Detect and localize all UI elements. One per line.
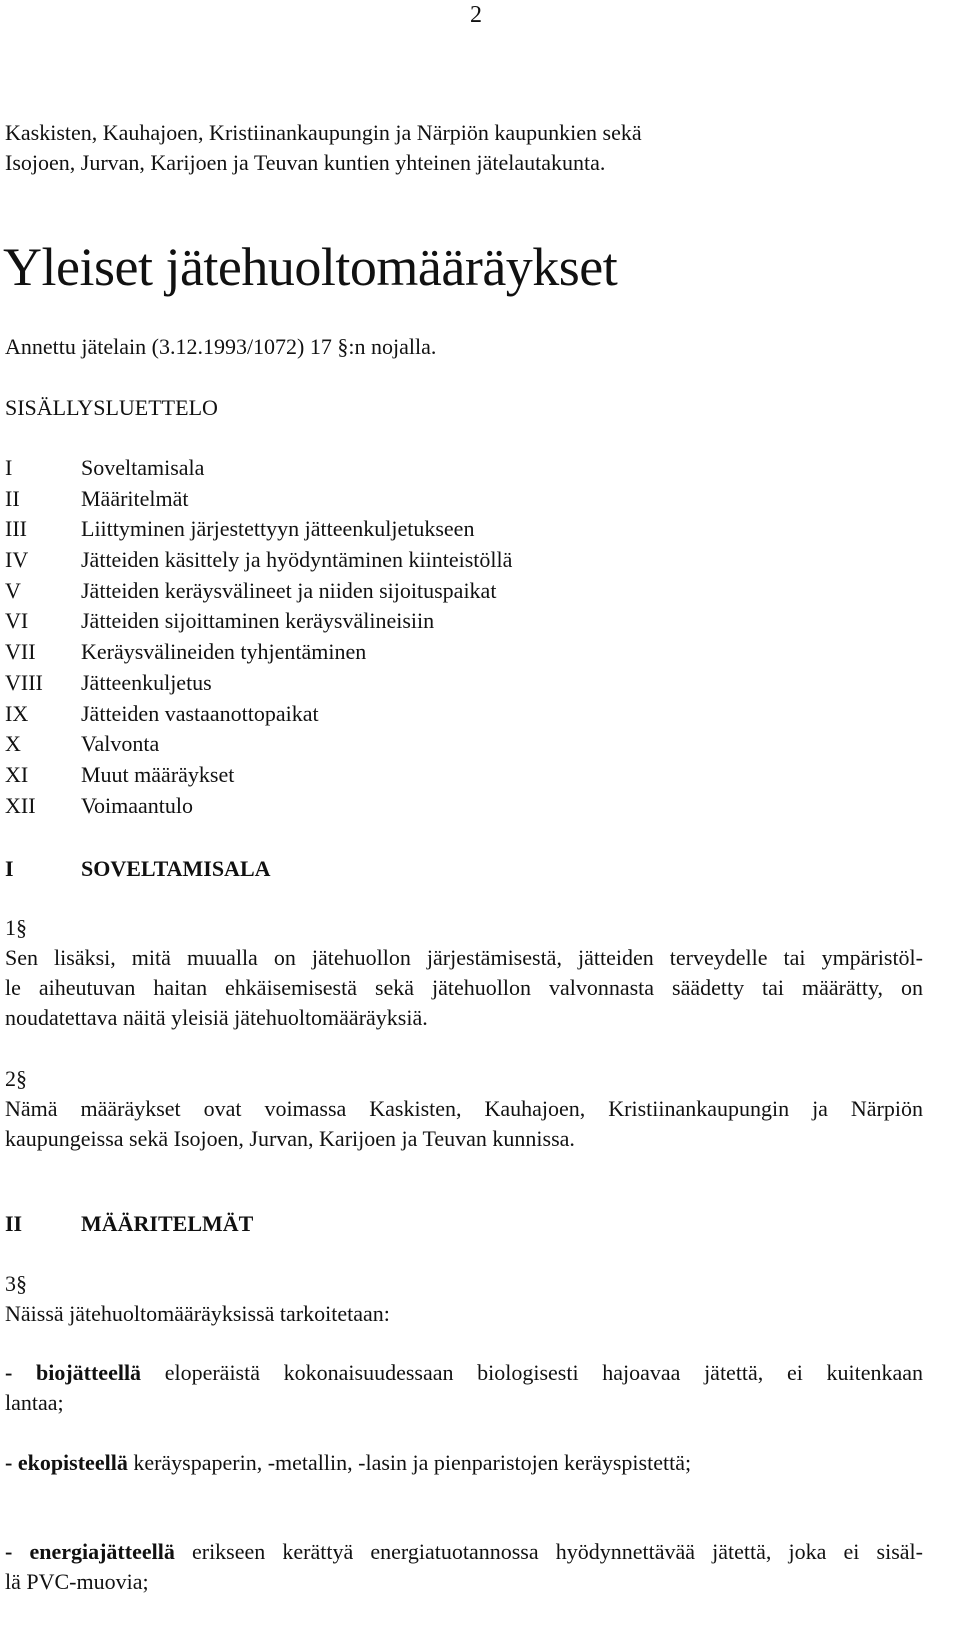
paragraph-number: 3§	[5, 1271, 27, 1296]
toc-item	[5, 668, 705, 699]
toc-heading: SISÄLLYSLUETTELO	[5, 395, 218, 420]
document-subtitle: Annettu jätelain (3.12.1993/1072) 17 §:n nojalla.	[5, 334, 437, 359]
toc-item-number: IV	[5, 547, 29, 573]
paragraph-3	[5, 1269, 923, 1329]
section-number: II	[5, 1211, 23, 1236]
toc-item	[5, 791, 705, 822]
definition-line: lantaa;	[5, 1390, 64, 1415]
paragraph-line: Nämä määräykset ovat voimassa Kaskisten, Kauhajoen, Kristiinankaupungin ja Närpiön	[5, 1096, 923, 1121]
toc-item-number: VIII	[5, 669, 43, 695]
page-number: 2	[470, 2, 482, 28]
definition-line	[5, 1358, 923, 1388]
paragraph-number: 2§	[5, 1066, 27, 1091]
toc-item	[5, 453, 705, 484]
toc-item-number: VI	[5, 608, 29, 634]
toc-item-title: Soveltamisala	[81, 455, 205, 480]
toc-item	[5, 545, 705, 576]
definition-text: keräyspaperin, -metallin, -lasin ja pienparistojen keräyspistettä;	[127, 1450, 692, 1475]
definition-text: erikseen kerättyä energiatuotannossa hyödynnettävää jätettä, joka ei sisäl-	[174, 1539, 923, 1564]
paragraph-line: noudatettava näitä yleisiä jätehuoltomääräyksiä.	[5, 1005, 428, 1030]
toc-item	[5, 699, 705, 730]
issuing-authority-line: Kaskisten, Kauhajoen, Kristiinankaupungin ja Närpiön kaupunkien sekä	[5, 120, 642, 145]
toc-item-number: VII	[5, 639, 36, 665]
section-title: SOVELTAMISALA	[81, 856, 271, 881]
issuing-authority	[5, 118, 945, 178]
toc-item-title: Jätteiden käsittely ja hyödyntäminen kiinteistöllä	[81, 547, 513, 573]
paragraph-2	[5, 1064, 923, 1154]
toc-item	[5, 484, 705, 515]
toc-item-title: Muut määräykset	[81, 761, 235, 787]
definition-line	[5, 1537, 923, 1567]
definition-term: - biojätteellä	[5, 1360, 142, 1385]
definition-term: - ekopisteellä	[5, 1450, 128, 1475]
toc-item	[5, 576, 705, 607]
paragraph-line: le aiheutuvan haitan ehkäisemisestä sekä jätehuollon valvonnasta säädetty tai määrätty, on	[5, 975, 923, 1000]
section-number: I	[5, 856, 14, 881]
toc-item-title: Keräysvälineiden tyhjentäminen	[81, 639, 367, 665]
definition-term: - energiajätteellä	[5, 1539, 175, 1564]
toc-item-title: Määritelmät	[81, 485, 189, 511]
toc-item-number: V	[5, 577, 21, 603]
paragraph-line: Sen lisäksi, mitä muualla on jätehuollon järjestämisestä, jätteiden terveydelle tai ympäristöl-	[5, 945, 923, 970]
toc-item-number: X	[5, 731, 21, 757]
toc-item	[5, 514, 705, 545]
toc-item-title: Jätteiden vastaanottopaikat	[81, 700, 319, 726]
toc-item	[5, 606, 705, 637]
toc-item-number: II	[5, 485, 20, 511]
definition-ekopiste	[5, 1448, 923, 1478]
toc-item-title: Jätteiden sijoittaminen keräysvälineisiin	[81, 608, 435, 634]
document-title: Yleiset jätehuoltomääräykset	[3, 237, 618, 297]
toc-item-title: Liittyminen järjestettyyn jätteenkuljetukseen	[81, 516, 475, 542]
toc-item-title: Voimaantulo	[81, 792, 194, 818]
table-of-contents	[5, 453, 705, 821]
section-title: MÄÄRITELMÄT	[81, 1211, 254, 1236]
toc-item-number: III	[5, 516, 27, 542]
toc-item-title: Jätteenkuljetus	[81, 669, 212, 695]
definition-biojate	[5, 1358, 923, 1418]
paragraph-1	[5, 913, 923, 1033]
definition-line	[5, 1448, 923, 1478]
toc-item	[5, 729, 705, 760]
definition-text: eloperäistä kokonaisuudessaan biologisesti hajoavaa jätettä, ei kuitenkaan	[141, 1360, 923, 1385]
toc-item-number: XII	[5, 792, 36, 818]
toc-item-title: Jätteiden keräysvälineet ja niiden sijoituspaikat	[81, 577, 497, 603]
toc-item-number: XI	[5, 761, 29, 787]
definition-energiajate	[5, 1537, 923, 1597]
toc-item-title: Valvonta	[81, 731, 160, 757]
paragraph-line: Näissä jätehuoltomääräyksissä tarkoitetaan:	[5, 1301, 390, 1326]
toc-item-number: IX	[5, 700, 29, 726]
toc-item	[5, 760, 705, 791]
toc-item	[5, 637, 705, 668]
issuing-authority-line: Isojoen, Jurvan, Karijoen ja Teuvan kuntien yhteinen jätelautakunta.	[5, 150, 606, 175]
paragraph-line: kaupungeissa sekä Isojoen, Jurvan, Karijoen ja Teuvan kunnissa.	[5, 1126, 575, 1151]
paragraph-number: 1§	[5, 915, 27, 940]
definition-line: lä PVC-muovia;	[5, 1569, 149, 1594]
toc-item-number: I	[5, 455, 13, 480]
